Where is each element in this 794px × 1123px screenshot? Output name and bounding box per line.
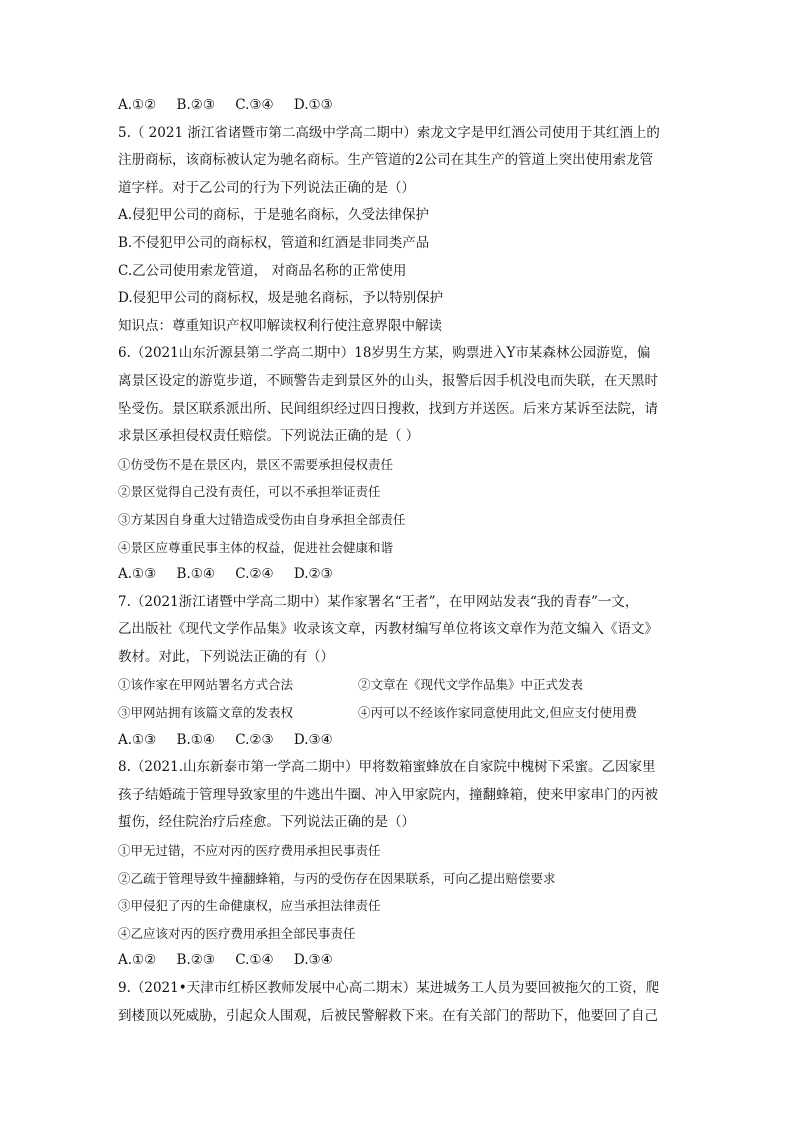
q8-option-b: B.②③ [176, 952, 215, 969]
q8-option-d: D.③④ [293, 952, 333, 969]
q7-item-4: ④丙可以不经该作家同意使用此文,但应支付使用费 [358, 705, 637, 721]
q8-stem-line-2: 孩子结婚疏于管理导致家里的牛逃出牛圈、冲入甲家院内，撞翻蜂箱，使来甲家串门的丙被 [118, 786, 658, 803]
q5-stem-line-1: 5.（ 2021 浙江省诸暨市第二高级中学高二期中）索龙文字是甲红酒公司使用于其红酒上的 [118, 124, 660, 141]
q5-option-c: C.乙公司使用索龙管道， 对商品名称的正常使用 [118, 262, 407, 279]
q4-option-c: C.③④ [235, 97, 274, 113]
q6-item-1: ①仿受伤不是在景区内，景区不需要承担侵权责任 [118, 456, 394, 472]
q9-stem-line-2: 到楼顶以死威胁，引起众人围观，后被民警解救下来。在有关部门的帮助下，他要回了自己 [118, 1007, 658, 1024]
q6-stem-line-1: 6.（2021山东沂源县第二学高二期中）18岁男生方某，购票进入Y市某森林公园游览，偏 [118, 345, 651, 362]
q6-stem-line-2: 离景区设定的游览步道，不顾警告走到景区外的山头，报警后因手机没电而失联，在天黑时 [118, 372, 658, 389]
q8-item-1: ①甲无过错，不应对丙的医疗费用承担民事责任 [118, 843, 381, 859]
q7-items-row-1 [118, 671, 678, 699]
q4-option-a: A.①② [118, 97, 157, 113]
q7-option-c: C.②③ [235, 731, 274, 748]
q7-stem-line-3: 教材。对此，下列说法正确的有（） [118, 648, 334, 665]
q7-option-b: B.①④ [176, 731, 215, 748]
q6-option-c: C.②④ [235, 566, 274, 583]
q7-options [118, 727, 678, 755]
q6-option-a: A.①③ [118, 566, 157, 583]
q4-option-d: D.①③ [293, 97, 333, 113]
q8-options [118, 947, 678, 975]
q4-option-b: B.②③ [176, 97, 215, 113]
q6-stem-line-4: 求景区承担侵权责任赔偿。下列说法正确的是（ ） [118, 428, 420, 445]
q5-stem-line-3: 道字样。对于乙公司的行为下列说法正确的是（） [118, 179, 415, 196]
q8-stem-line-1: 8.（2021.山东新泰市第一学高二期中）甲将数箱蜜蜂放在自家院中槐树下采蜜。乙因家里 [118, 759, 656, 776]
q6-option-d: D.②③ [293, 566, 333, 583]
q8-item-3: ③甲侵犯了丙的生命健康权，应当承担法律责任 [118, 898, 381, 914]
q6-option-b: B.①④ [176, 566, 215, 583]
q4-options [118, 92, 678, 120]
q7-item-1: ①该作家在甲网站署名方式合法 [118, 677, 294, 693]
q5-knowledge-point: 知识点：尊重知识产权叩解读权利行使注意界限中解读 [118, 317, 442, 334]
q7-stem-line-1: 7.（2021浙江诸暨中学高二期中）某作家署名“王者”，在甲网站发表“我的青春”一文， [118, 593, 639, 610]
q8-item-4: ④乙应该对丙的医疗费用承担全部民事责任 [118, 925, 356, 941]
q5-option-b: B.不侵犯甲公司的商标权，管道和红酒是非同类产品 [118, 234, 430, 251]
q6-item-2: ②景区觉得自己没有责任，可以不承担举证责任 [118, 484, 381, 500]
q7-option-d: D.③④ [293, 731, 333, 748]
q8-item-2: ②乙疏于管理导致牛撞翻蜂箱，与丙的受伤存在因果联系，可向乙提出赔偿要求 [118, 870, 556, 886]
q7-stem-line-2: 乙出版社《现代文学作品集》收录该文章，丙教材编写单位将该文章作为范文编入《语文》 [118, 621, 658, 638]
q6-options [118, 561, 678, 589]
q7-item-3: ③甲网站拥有该篇文章的发表权 [118, 705, 294, 721]
q6-item-4: ④景区应尊重民事主体的权益，促进社会健康和谐 [118, 539, 394, 555]
q5-stem-line-2: 注册商标，该商标被认定为驰名商标。生产管道的2公司在其生产的管道上突出使用索龙管 [118, 152, 654, 169]
q7-item-2: ②文章在《现代文学作品集》中正式发表 [358, 677, 584, 693]
q7-option-a: A.①③ [118, 731, 157, 748]
q8-stem-line-3: 蜇伤，经住院治疗后痊愈。下列说法正确的是（） [118, 814, 415, 831]
q8-option-a: A.①② [118, 952, 157, 969]
q8-option-c: C.①④ [235, 952, 274, 969]
q6-item-3: ③方某因自身重大过错造成受伤由自身承担全部责任 [118, 511, 406, 527]
page-content [118, 92, 678, 1030]
q5-option-a: A.侵犯甲公司的商标，于是驰名商标，久受法律保护 [118, 207, 430, 224]
q7-items-row-2 [118, 699, 678, 727]
q5-option-d: D.侵犯甲公司的商标权，圾是驰名商标，予以特别保护 [118, 290, 444, 307]
q9-stem-line-1: 9.（2021•天津市红桥区教师发展中心高二期末）某进城务工人员为要回被拖欠的工资，爬 [118, 980, 660, 996]
q6-stem-line-3: 坠受伤。景区联系派出所、民间组织经过四日搜救，找到方并送医。后来方某诉至法院，请 [118, 400, 658, 417]
